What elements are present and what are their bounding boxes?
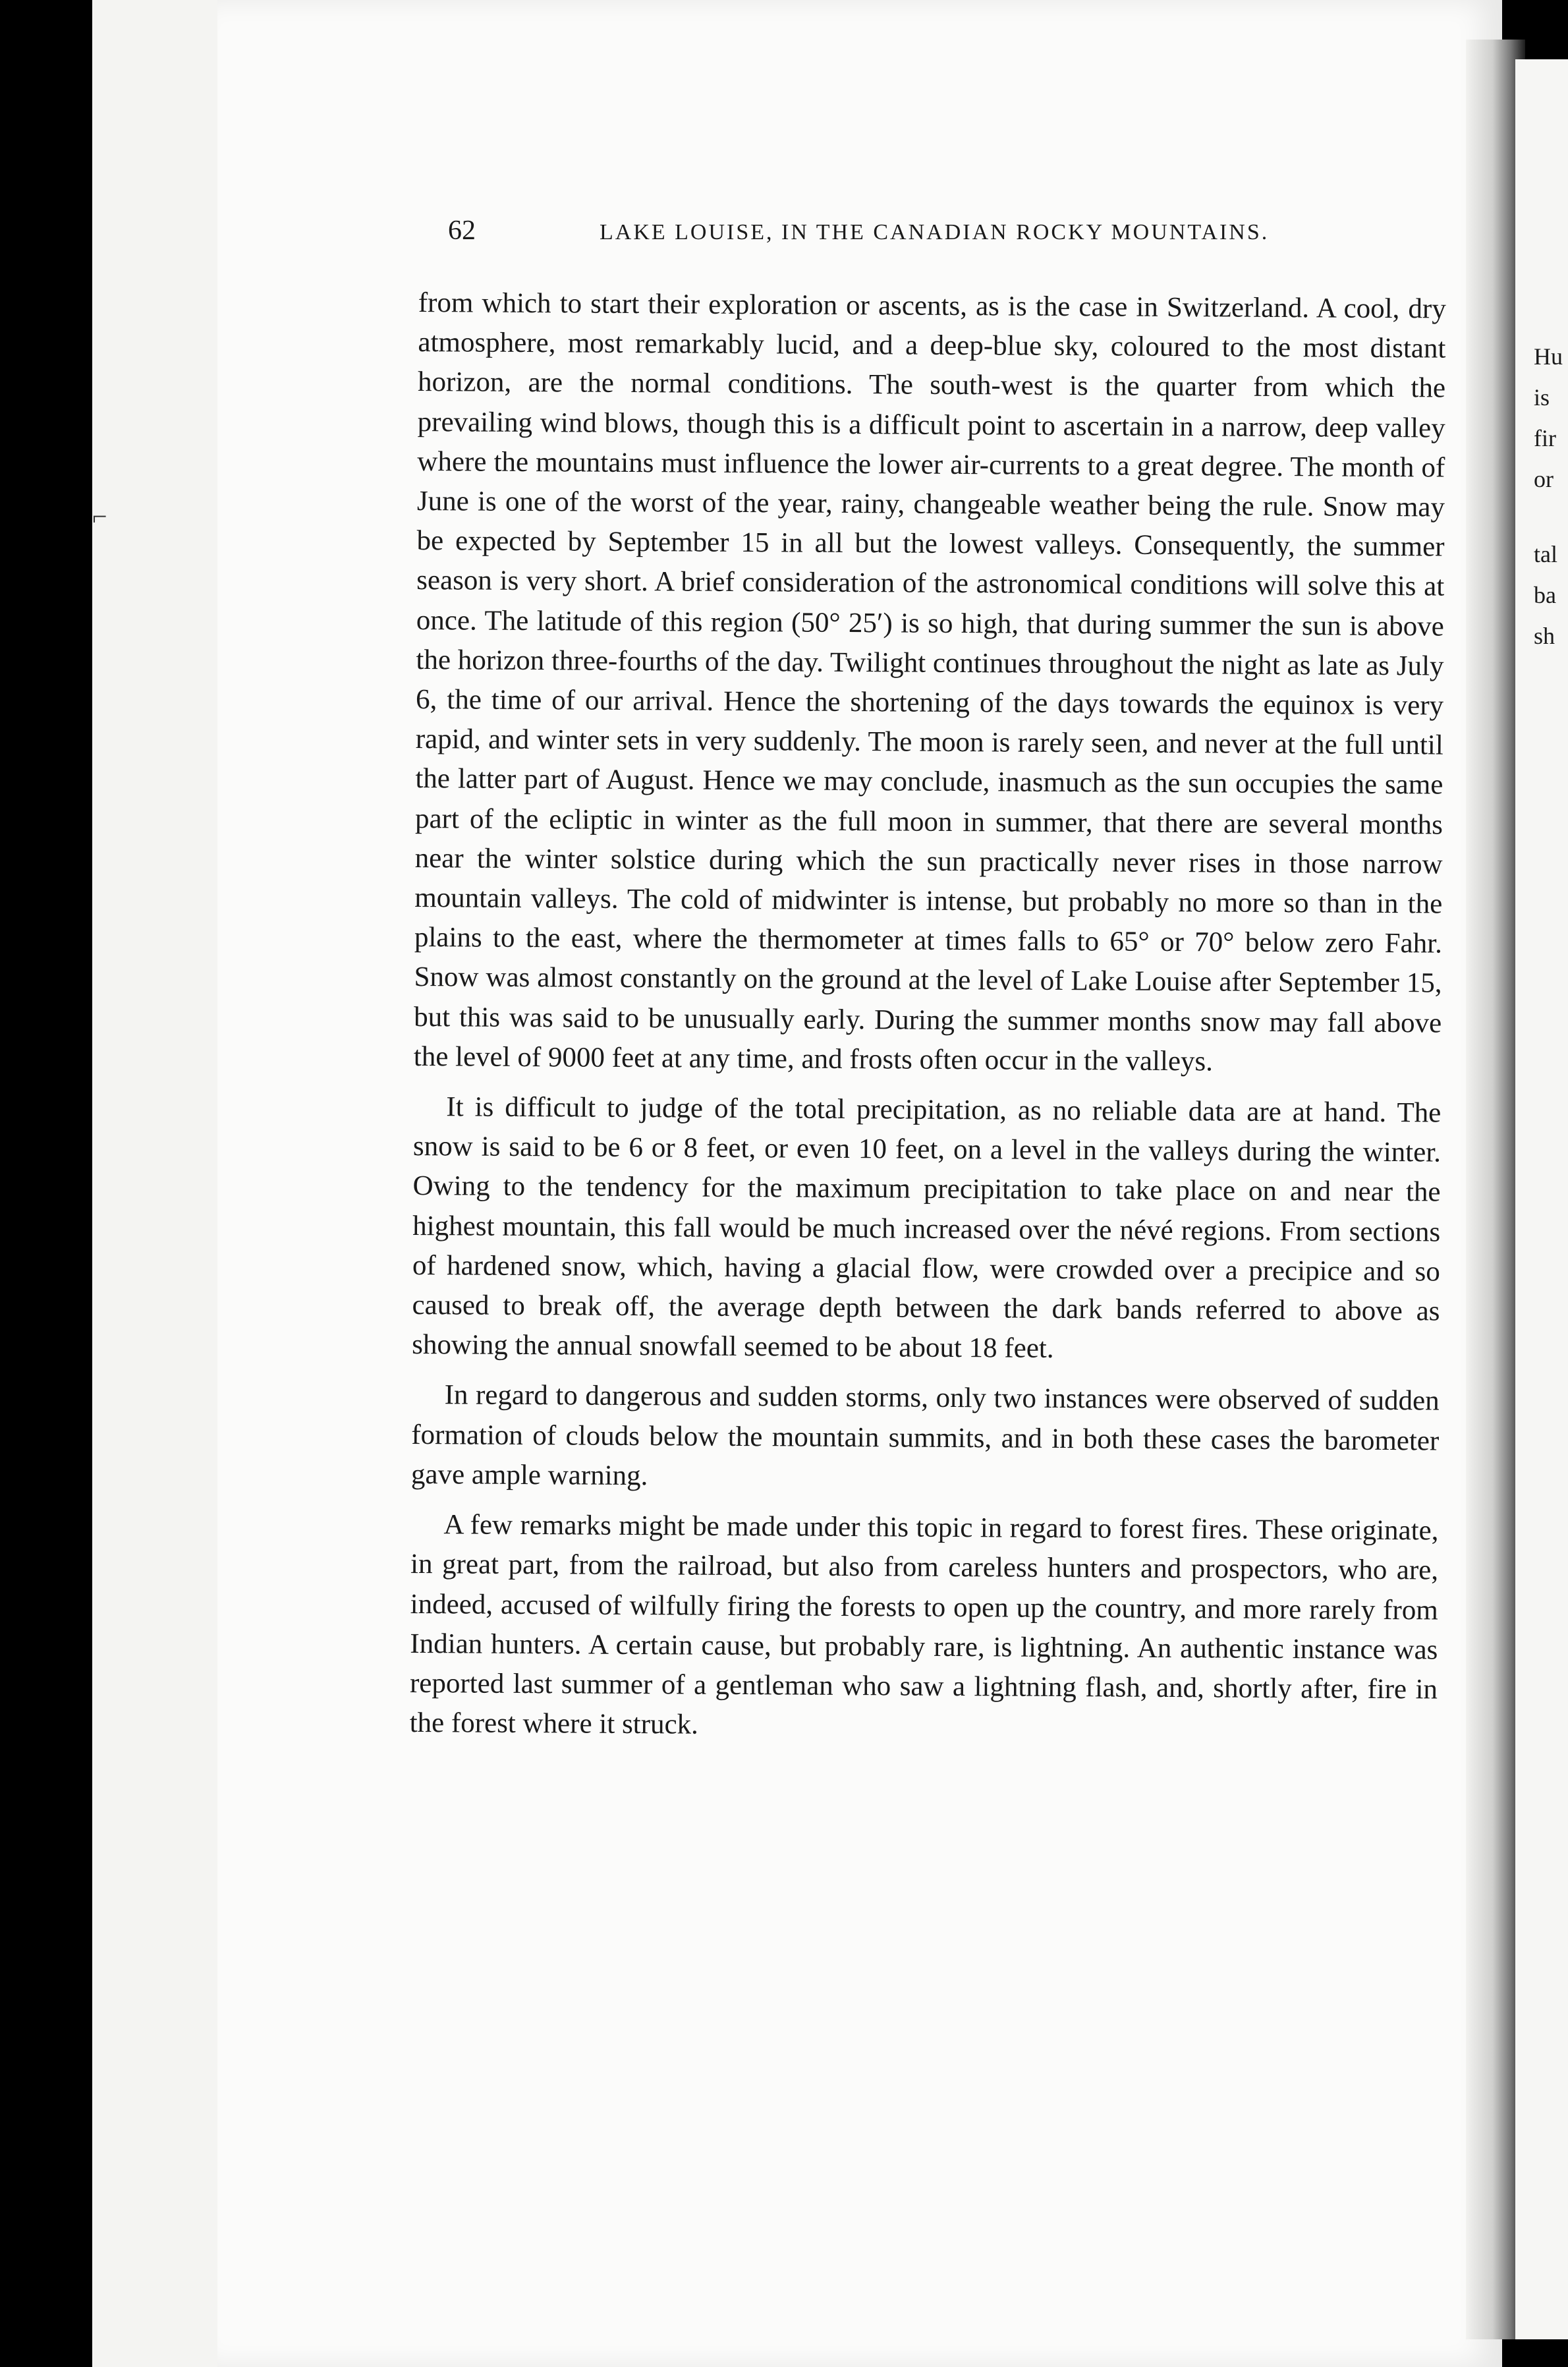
page-header (448, 215, 1331, 254)
next-page-fragment: or (1534, 466, 1554, 492)
next-page-fragment: tal (1534, 541, 1557, 567)
next-page-fragment: sh (1534, 623, 1555, 649)
next-page-strip (1515, 59, 1568, 2339)
margin-mark-icon: ⌐ (92, 501, 107, 531)
next-page-fragment: Hu (1534, 343, 1563, 370)
paragraph: In regard to dangerous and sudden storms, only two instances were observed of sudden formation of clouds below the mountain summits, and in both these cases the barometer gave ample warning. (410, 1379, 1440, 1492)
paragraph: from which to start their exploration or ascents, as is the case in Switzerland. A cool, dry atmosphere, most remarkably lucid, and a deep-blue sky, coloured to the most distant horizon, are the normal conditions. The south-west is the quarter from which the prevailing wind blows, though this is a difficult point to ascertain in a narrow, deep valley where the mountains must influence the lower air-currents to a great degree. The month of June is one of the worst of the year, rainy, changeable weather being the rule. Snow may be expected by September 15 in all but the lowest valleys. Consequently, the summer season is very short. A brief consideration of the astronomical conditions will solve this at once. The latitude of this region (50° 25′) is so high, that during summer the sun is above the horizon three-fourths of the day. Twilight continues throughout the night as late as July 6, the time of our arrival. Hence the shortening of the days towards the equinox is very rapid, and winter sets in very suddenly. The moon is rarely seen, and never at the full until the latter part of August. Hence we may conclude, inasmuch as the sun occupies the same part of the ecliptic in winter as the full moon in summer, that there are several months near the winter solstice during which the sun practically never rises in those narrow mountain valleys. The cold of midwinter is intense, but probably no more so than in the plains to the east, where the thermometer at times falls to 65° or 70° below zero Fahr. Snow was almost constantly on the ground at the level of Lake Louise after September 15, but this was said to be unusually early. During the summer months snow may fall above the level of 9000 feet at any time, and frosts often occur in the valleys. (413, 287, 1446, 1077)
next-page-fragment: is (1534, 384, 1550, 411)
paragraph: It is difficult to judge of the total precipitation, as no reliable data are at hand. The snow is said to be 6 or 8 feet, or even 10 feet, on a level in the valleys during the winter. Owing to the tendency for the maximum precipitation to take place on and near the highest mountain, this fall would be much increased over the névé regions. From sections of hardened snow, which, having a glacial flow, were crowded over a precipice and so caused to break off, the average depth between the dark bands referred to above as showing the annual snowfall seemed to be about 18 feet. (412, 1091, 1442, 1365)
next-page-fragment: ba (1534, 582, 1556, 608)
next-page-fragment: fir (1534, 425, 1556, 451)
running-title: LAKE LOUISE, IN THE CANADIAN ROCKY MOUNTAINS. (600, 220, 1270, 244)
body-text (409, 283, 1446, 1760)
page-number: 62 (448, 215, 476, 246)
paragraph: A few remarks might be made under this topic in regard to forest fires. These originate, in great part, from the railroad, but also from careless hunters and prospectors, who are, indeed, accused of wilfully firing the forests to open up the country, and more rarely from Indian hunters. A certain cause, but probably rare, is lightning. An authentic instance was reported last summer of a gentleman who saw a lightning flash, and, shortly after, fire in the forest where it struck. (409, 1509, 1439, 1740)
